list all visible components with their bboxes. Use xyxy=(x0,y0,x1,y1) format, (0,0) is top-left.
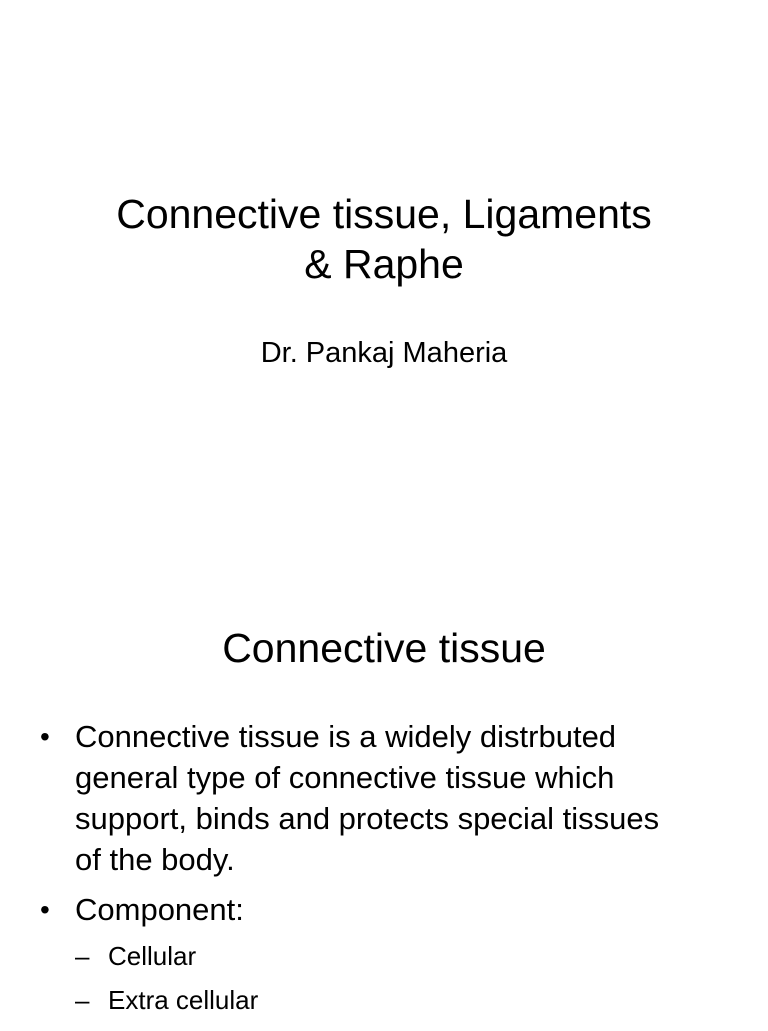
content-slide xyxy=(0,576,768,1024)
author-name: Dr. Pankaj Maheria xyxy=(260,337,508,369)
bullet-item-component: • Component: – Cellular – Extra cellular xyxy=(40,889,740,1022)
slide-title: Connective tissue xyxy=(222,625,546,671)
presentation-title: Connective tissue, Ligaments & Raphe xyxy=(116,191,652,287)
dash-icon: – xyxy=(75,985,90,1015)
bullet-list xyxy=(40,716,740,1031)
bullet-dot-icon: • xyxy=(40,721,50,752)
bullet-dot-icon: • xyxy=(40,894,50,925)
sub-bullet-list xyxy=(75,934,740,1022)
sub-bullet-extra-cellular: – Extra cellular xyxy=(75,978,740,1022)
bullet-item-definition: • Connective tissue is a widely distrbuted general type of connective tissue which support, binds and protects special tissues of the body. xyxy=(40,716,740,880)
sub-bullet-cellular: – Cellular xyxy=(75,934,740,978)
dash-icon: – xyxy=(75,941,90,971)
